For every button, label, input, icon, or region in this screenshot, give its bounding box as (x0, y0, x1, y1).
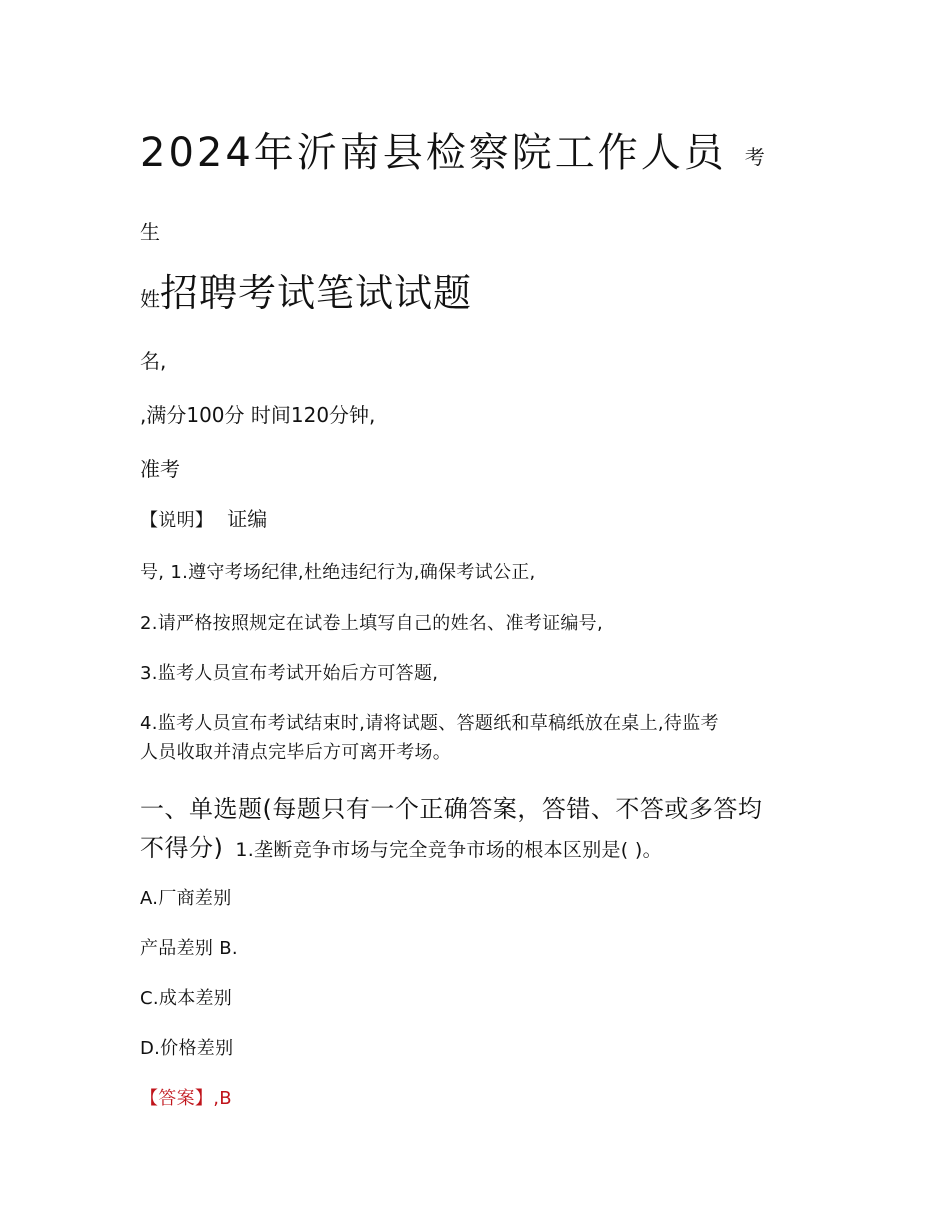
fragment-sheng: 生 (140, 220, 160, 244)
rule-2: 2.请严格按照规定在试卷上填写自己的姓名、准考证编号, (140, 613, 603, 634)
answer-line (140, 1090, 232, 1108)
title-fragment-kao: 考 (744, 145, 765, 169)
answer-label: 【答案】 (140, 1088, 214, 1109)
section-heading-line-2 (140, 836, 662, 860)
section-heading-tail: 不得分) (140, 834, 224, 862)
doc-title (140, 130, 765, 176)
option-a: A.厂商差别 (140, 888, 232, 909)
fragment-ming: 名, (140, 349, 167, 373)
question-1: 1.垄断竞争市场与完全竞争市场的根本区别是( )。 (235, 839, 662, 861)
option-b: 产品差别 B. (140, 938, 238, 959)
title-main: 2024年沂南县检察院工作人员 (140, 130, 727, 176)
rule-4-line-1: 4.监考人员宣布考试结束时,请将试题、答题纸和草稿纸放在桌上,待监考 (140, 713, 719, 734)
option-c: C.成本差别 (140, 988, 233, 1009)
note-line (140, 509, 267, 530)
fragment-zhunkao: 准考 (140, 457, 180, 481)
note-label: 【说明】 (140, 510, 214, 531)
note-tail: 证编 (227, 507, 268, 531)
option-d: D.价格差别 (140, 1038, 234, 1059)
section-heading-line-1: 一、单选题(每题只有一个正确答案，答错、不答或多答均 (140, 795, 763, 823)
rule-4-line-2: 人员收取并清点完毕后方可离开考场。 (140, 742, 452, 763)
answer-value: ,B (213, 1088, 232, 1109)
score-time-line: ,满分100分 时间120分钟, (140, 403, 376, 427)
fragment-xing: 姓 (140, 287, 160, 311)
rule-1: 号, 1.遵守考场纪律,杜绝违纪行为,确保考试公正, (140, 562, 536, 583)
subtitle: 招聘考试笔试试题 (160, 271, 473, 315)
rule-3: 3.监考人员宣布考试开始后方可答题, (140, 663, 439, 684)
subtitle-line (140, 271, 473, 315)
